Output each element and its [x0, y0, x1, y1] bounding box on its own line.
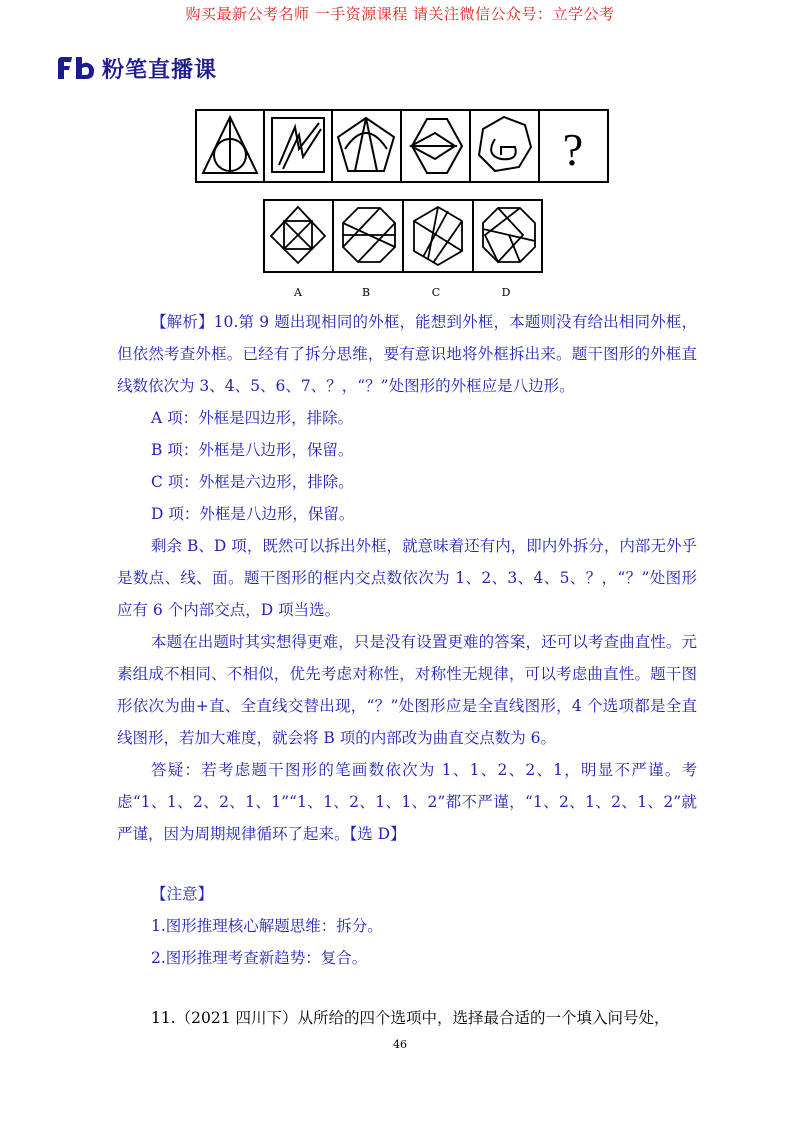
question-11: 11.（2021 四川下）从所给的四个选项中，选择最合适的一个填入问号处， — [151, 1009, 670, 1027]
figure-2 — [272, 118, 324, 172]
page-number: 46 — [393, 1038, 407, 1051]
option-a-figure — [271, 207, 325, 263]
logo-text: 粉笔直播课 — [102, 57, 218, 83]
option-b-analysis: B 项：外框是八边形，保留。 — [151, 441, 354, 459]
option-a-analysis: A 项：外框是四边形，排除。 — [151, 409, 354, 427]
analysis-paragraph-2: 剩余 B、D 项，既然可以拆出外框，就意味着还有内，即内外拆分，内部无外乎是数点、线、面。题干图形的框内交点数依次为 1、2、3、4、5、？，“？”处图形应有 6 个内部交点，D 项当选。 — [117, 537, 697, 619]
note-item-1: 1.图形推理核心解题思维：拆分。 — [151, 917, 383, 935]
option-label-b: B — [361, 286, 371, 299]
option-d-analysis: D 项：外框是八边形，保留。 — [151, 505, 355, 523]
question-figure-row — [195, 109, 609, 183]
header-banner: 购买最新公考名师 一手资源课程 请关注微信公众号：立学公考 — [185, 5, 615, 23]
figure-4 — [411, 119, 462, 173]
brand-logo — [56, 52, 217, 84]
figure-3 — [338, 118, 394, 171]
options-figure-row — [263, 199, 543, 273]
analysis-paragraph-3: 本题在出题时其实想得更难，只是没有设置更难的答案，还可以考查曲直性。元素组成不相同、不相似，优先考虑对称性，对称性无规律，可以考虑曲直性。题干图形依次为曲+直、全直线交替出现，“？”处图形应是全直线图形，4 个选项都是全直线图形，若加大难度，就会将 B 项的内部改为曲直交点数为 6。 — [117, 633, 697, 747]
analysis-section — [117, 306, 697, 1034]
note-item-2: 2.图形推理考查新趋势：复合。 — [151, 949, 368, 967]
figure-1 — [203, 117, 257, 173]
analysis-paragraph-1: 【解析】10.第 9 题出现相同的外框，能想到外框，本题则没有给出相同外框，但依然考查外框。已经有了拆分思维，要有意识地将外框拆出来。题干图形的外框直线数依次为 3、4、5、6、7、？，“？”处图形的外框应是八边形。 — [117, 313, 697, 395]
option-label-a: A — [294, 286, 302, 299]
option-c-figure — [414, 207, 462, 265]
option-d-figure — [483, 208, 535, 262]
option-label-c: C — [431, 286, 441, 299]
option-c-analysis: C 项：外框是六边形，排除。 — [151, 473, 354, 491]
option-b-figure — [343, 208, 395, 262]
figure-5 — [479, 117, 531, 171]
analysis-paragraph-4: 答疑：若考虑题干图形的笔画数依次为 1、1、2、2、1，明显不严谨。考虑“1、1、2、2、1、1”“1、1、2、1、1、2”都不严谨，“1、2、1、2、1、2”就严谨，因为周期规律循环了起来。【选 D】 — [117, 761, 697, 843]
note-title: 【注意】 — [151, 885, 214, 903]
question-mark: ? — [562, 124, 584, 175]
option-label-d: D — [501, 286, 511, 299]
fb-logo-icon — [56, 55, 96, 81]
